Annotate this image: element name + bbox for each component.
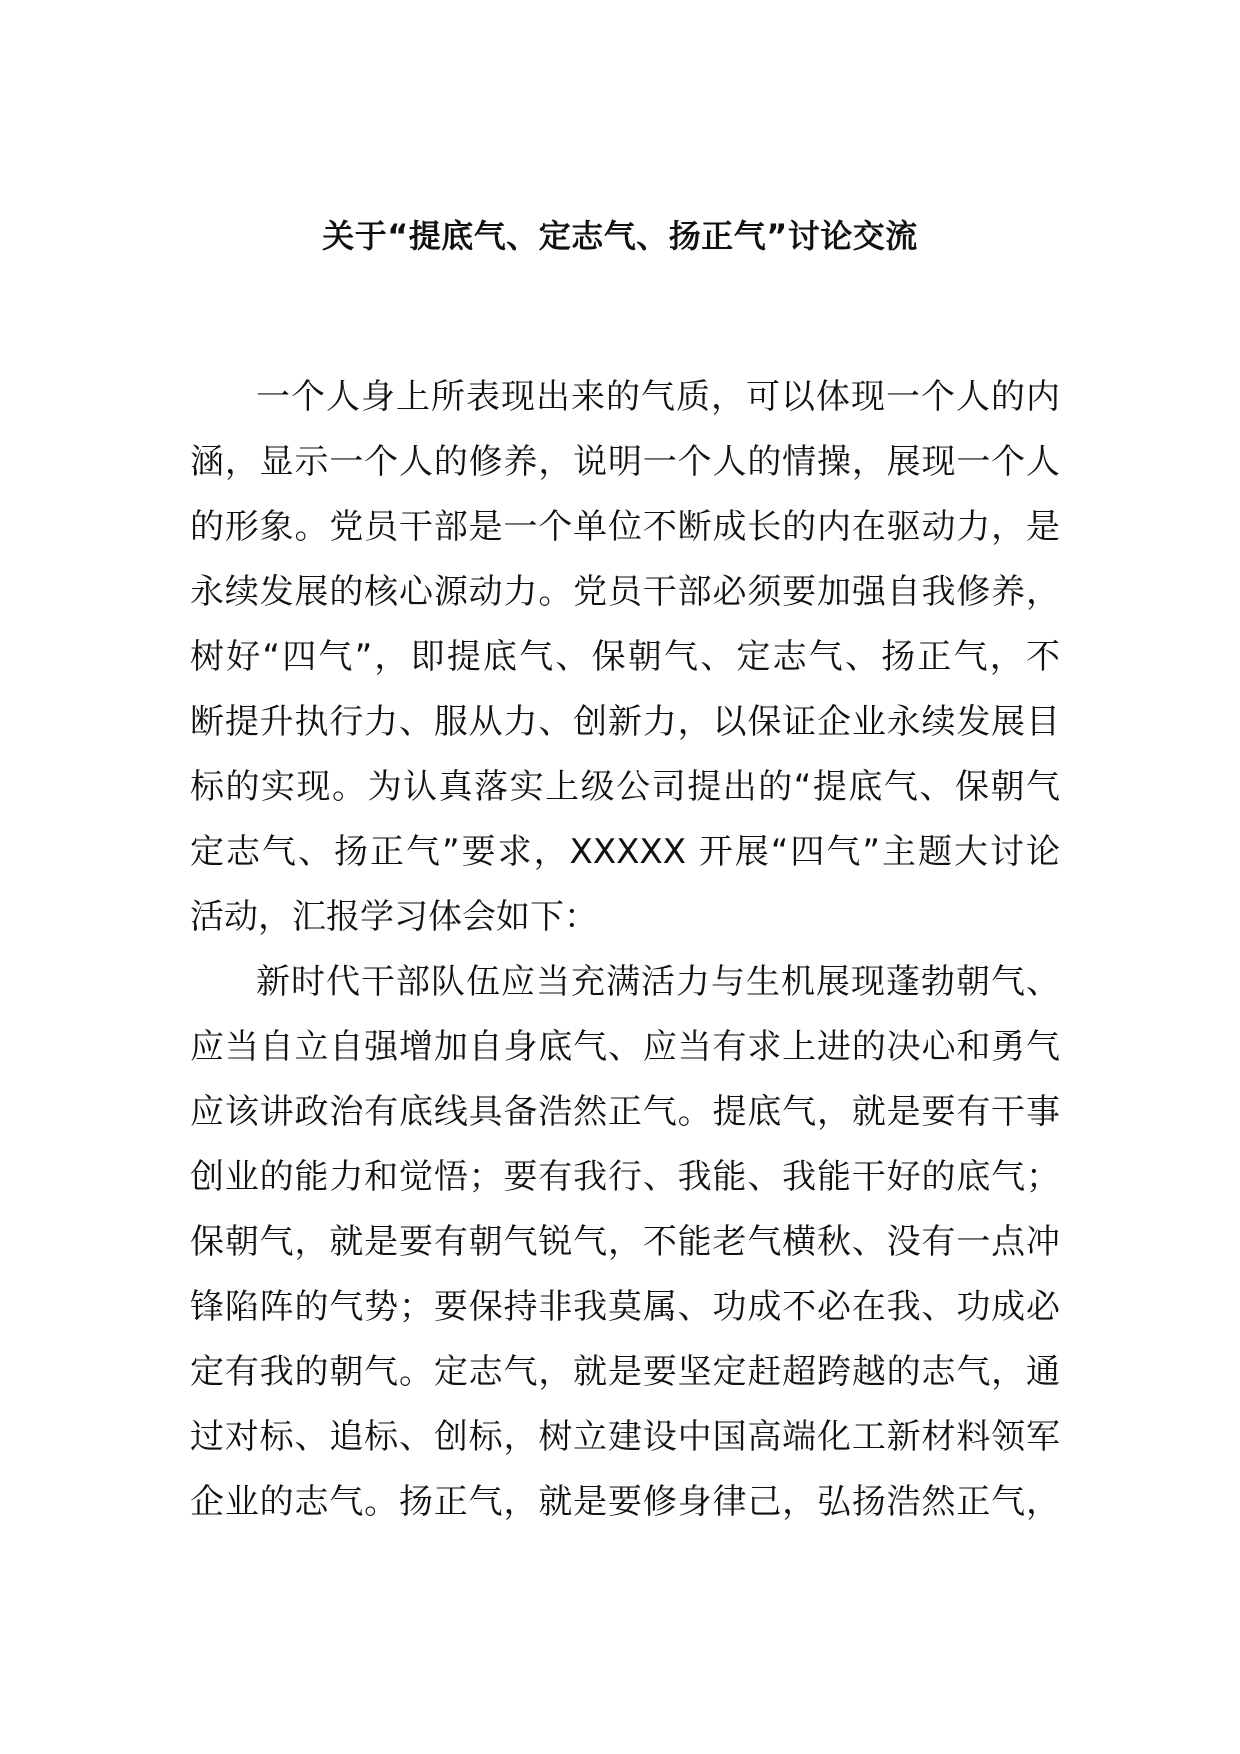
document-body — [190, 365, 1060, 1535]
paragraph-line: 应当自立自强增加自身底气、应当有求上进的决心和勇气 — [190, 1027, 1060, 1067]
paragraph-line: 新时代干部队伍应当充满活力与生机展现蓬勃朝气、 — [256, 962, 1060, 1002]
paragraph-line: 过对标、追标、创标，树立建设中国高端化工新材料领军 — [190, 1417, 1060, 1457]
paragraph-line: 断提升执行力、服从力、创新力，以保证企业永续发展目 — [190, 702, 1060, 742]
paragraph-2 — [190, 950, 1060, 1535]
paragraph-line: 创业的能力和觉悟；要有我行、我能、我能干好的底气； — [190, 1157, 1060, 1197]
paragraph-line: 定有我的朝气。定志气，就是要坚定赶超跨越的志气，通 — [190, 1352, 1060, 1392]
paragraph-line: 永续发展的核心源动力。党员干部必须要加强自我修养， — [190, 572, 1060, 612]
paragraph-line: 锋陷阵的气势；要保持非我莫属、功成不必在我、功成必 — [190, 1287, 1060, 1327]
paragraph-line: 企业的志气。扬正气，就是要修身律己，弘扬浩然正气， — [190, 1482, 1060, 1522]
paragraph-1 — [190, 365, 1060, 950]
document-title: 关于“提底气、定志气、扬正气”讨论交流 — [322, 217, 918, 255]
paragraph-line: 一个人身上所表现出来的气质，可以体现一个人的内 — [256, 377, 1060, 417]
paragraph-line: 涵，显示一个人的修养，说明一个人的情操，展现一个人 — [190, 442, 1060, 482]
paragraph-line: 的形象。党员干部是一个单位不断成长的内在驱动力，是 — [190, 507, 1060, 547]
paragraph-line: 保朝气，就是要有朝气锐气，不能老气横秋、没有一点冲 — [190, 1222, 1060, 1262]
paragraph-line: 树好“四气”，即提底气、保朝气、定志气、扬正气，不 — [190, 637, 1060, 677]
paragraph-line: 应该讲政治有底线具备浩然正气。提底气，就是要有干事 — [190, 1092, 1060, 1132]
paragraph-line: 定志气、扬正气”要求，XXXXX 开展“四气”主题大讨论 — [190, 832, 1060, 872]
paragraph-line: 标的实现。为认真落实上级公司提出的“提底气、保朝气 — [190, 767, 1060, 807]
paragraph-line: 活动，汇报学习体会如下： — [190, 897, 598, 937]
